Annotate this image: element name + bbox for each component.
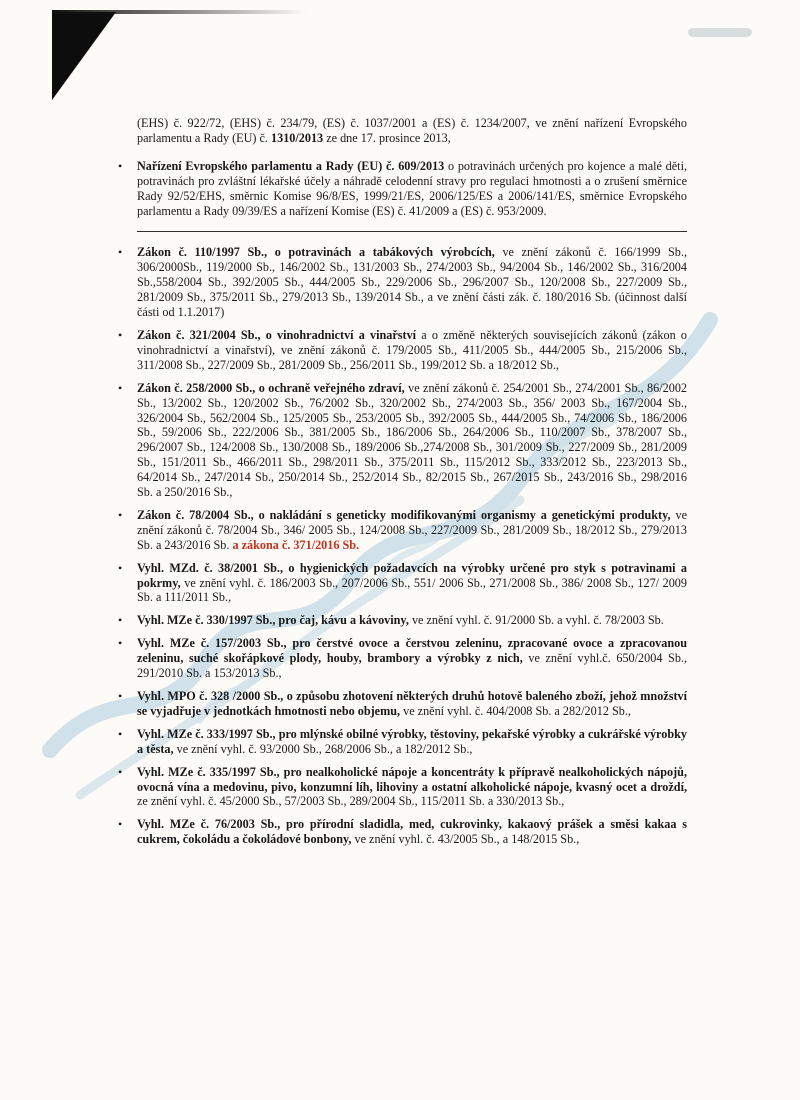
text-segment: ve znění vyhl. č. 404/2008 Sb. a 282/2012 Sb., <box>400 703 631 718</box>
scan-smudge-artifact <box>688 28 752 37</box>
list-item <box>115 613 687 628</box>
bullet-list-bottom <box>115 245 687 847</box>
list-item <box>115 561 687 606</box>
text-segment: Vyhl. MZe č. 157/2003 Sb., pro čerstvé ovoce a čerstvou zeleninu, zpracované ovoce a zpracovanou zeleninu, suché skořápkové plody, houby, brambory a výrobky z nich, <box>137 636 687 666</box>
list-item <box>115 159 687 219</box>
bullet-list-top <box>115 159 687 219</box>
text-segment: ve znění zákonů č. 166/1999 Sb., 306/2000Sb., 119/2000 Sb., 146/2002 Sb., 131/2003 Sb., 274/2003 Sb., 94/2004 Sb., 146/2002 Sb., 316/2004 Sb.,558/2004 Sb., 392/2005 Sb., 444/2005 Sb., 229/2006 Sb., 296/2007 Sb., 120/2008 Sb., 227/2009 Sb., 281/2009 Sb., 375/2011 Sb., 279/2013 Sb., 139/2014 Sb., a ve znění části zák. č. 180/2016 Sb. (účinnost další části od 1.1.2017) <box>137 245 687 320</box>
text-segment: Zákon č. 321/2004 Sb., o vinohradnictví a vinařství <box>137 327 417 342</box>
list-item <box>115 381 687 500</box>
text-segment: ve znění vyhl. č. 43/2005 Sb., a 148/2015 Sb., <box>351 832 580 847</box>
text-segment: a o změně některých souvisejících zákonů (zákon o vinohradnictví a vinařství), ve znění zákonů č. 179/2005 Sb., 411/2005 Sb., 444/2005 Sb., 215/2006 Sb., 311/2008 Sb., 227/2009 Sb., 281/2009 Sb., 256/2011 Sb., 199/2012 Sb. a 18/2012 Sb., <box>137 327 687 372</box>
text-segment: Zákon č. 258/2000 Sb., o ochraně veřejného zdraví, <box>137 380 405 395</box>
text-segment: Nařízení Evropského parlamentu a Rady (EU) č. 609/2013 <box>137 158 445 173</box>
text-segment: o potravinách určených pro kojence a malé děti, potravinách pro zvláštní lékařské účely a náhradě celodenní stravy pro regulaci hmotnosti a o zrušení směrnice Rady 92/52/EHS, směrnic Komise 96/8/ES, 1999/21/ES, 2006/125/ES a 2006/141/ES, směrnice Evropského parlamentu a Rady 09/39/ES a nařízení Komise (ES) č. 41/2009 a (ES) č. 953/2009. <box>137 158 687 218</box>
list-item <box>115 328 687 373</box>
text-segment: ve znění vyhl. č. 186/2003 Sb., 207/2006 Sb., 551/ 2006 Sb., 271/2008 Sb., 386/ 2008 Sb., 127/ 2009 Sb. a 111/2011 Sb., <box>137 575 687 605</box>
list-item <box>115 689 687 719</box>
section-divider <box>137 231 687 232</box>
text-segment: Vyhl. MZe č. 330/1997 Sb., pro čaj, kávu a kávoviny, <box>137 613 409 628</box>
list-item <box>115 765 687 810</box>
text-segment: Vyhl. MZe č. 76/2003 Sb., pro přírodní sladidla, med, cukrovinky, kakaový prášek a směsi kakaa s cukrem, čokoládu a čokoládové bonbony, <box>137 817 687 847</box>
list-item <box>115 245 687 320</box>
text-segment: Zákon č. 78/2004 Sb., o nakládání s geneticky modifikovanými organismy a genetickými produkty, <box>137 507 671 522</box>
text-segment: 1310/2013 <box>271 130 324 145</box>
text-segment: ve znění vyhl. č. 91/2000 Sb. a vyhl. č. 78/2003 Sb. <box>408 613 664 628</box>
text-segment: ze znění vyhl. č. 45/2000 Sb., 57/2003 Sb., 289/2004 Sb., 115/2011 Sb. a 330/2013 Sb., <box>137 794 565 809</box>
text-segment: ve znění zákonů č. 78/2004 Sb., 346/ 2005 Sb., 124/2008 Sb., 227/2009 Sb., 281/2009 Sb., 18/2012 Sb., 279/2013 Sb. a 243/2016 Sb. <box>137 507 687 552</box>
text-segment: Vyhl. MZe č. 333/1997 Sb., pro mlýnské obilné výrobky, těstoviny, pekařské výrobky a cukrářské výrobky a těsta, <box>137 726 687 756</box>
text-segment: ve znění vyhl.č. 650/2004 Sb., 291/2010 Sb. a 153/2013 Sb., <box>137 651 688 681</box>
text-segment: Vyhl. MPO č. 328 /2000 Sb., o způsobu zhotovení některých druhů hotově baleného zboží, jehož množství se vyjadřuje v jednotkách hmotnosti nebo objemu, <box>137 689 687 718</box>
list-item <box>115 727 687 757</box>
text-segment: Vyhl. MZe č. 335/1997 Sb., pro nealkoholické nápoje a koncentráty k přípravě nealkoholických nápojů, ovocná vína a medovinu, pivo, konzumní líh, lihoviny a ostatní alkoholické nápoje, kvasný ocet a droždí, <box>137 764 687 794</box>
scan-edge-artifact <box>52 10 352 14</box>
text-segment: (EHS) č. 922/72, (EHS) č. 234/79, (ES) č. 1037/2001 a (ES) č. 1234/2007, ve znění nařízení Evropského parlamentu a Rady (EU) č. <box>137 116 687 145</box>
list-item <box>115 636 687 681</box>
document-body <box>115 116 687 855</box>
text-segment: ve znění vyhl. č. 93/2000 Sb., 268/2006 Sb., a 182/2012 Sb., <box>173 741 473 756</box>
text-segment: Vyhl. MZd. č. 38/2001 Sb., o hygienických požadavcích na výrobky určené pro styk s potravinami a pokrmy, <box>137 560 687 590</box>
scan-corner-artifact <box>52 12 116 100</box>
intro-paragraph <box>115 116 687 146</box>
text-segment: Zákon č. 110/1997 Sb., o potravinách a tabákových výrobcích, <box>137 245 495 260</box>
text-segment: a zákona č. 371/2016 Sb. <box>232 537 360 552</box>
text-segment: ze dne 17. prosince 2013, <box>323 130 451 145</box>
list-item <box>115 817 687 847</box>
text-segment: ve znění zákonů č. 254/2001 Sb., 274/2001 Sb., 86/2002 Sb., 13/2002 Sb., 120/2002 Sb., 76/2002 Sb., 320/2002 Sb., 274/2003 Sb., 356/ 2003 Sb., 167/2004 Sb., 326/2004 Sb., 562/2004 Sb., 125/2005 Sb., 253/2005 Sb., 392/2005 Sb., 444/2005 Sb., 74/2006 Sb., 186/2006 Sb., 59/2006 Sb., 222/2006 Sb., 381/2005 Sb., 186/2006 Sb., 264/2006 Sb., 110/2007 Sb., 378/2007 Sb., 296/2007 Sb., 124/2008 Sb., 130/2008 Sb., 189/2006 Sb.,274/2008 Sb., 301/2009 Sb., 227/2009 Sb., 281/2009 Sb., 151/2011 Sb., 466/2011 Sb., 298/2011 Sb., 375/2011 Sb., 115/2012 Sb., 333/2012 Sb., 223/2013 Sb., 64/2014 Sb., 247/2014 Sb., 250/2014 Sb., 252/2014 Sb., 82/2015 Sb., 267/2015 Sb., 243/2016 Sb., 298/2016 Sb. a 250/2016 Sb., <box>137 380 688 500</box>
list-item <box>115 508 687 553</box>
